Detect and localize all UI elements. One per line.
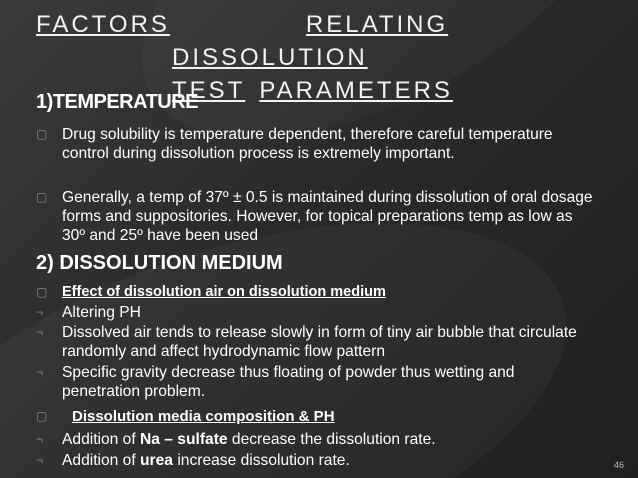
bullet-square-icon: ▢ [36,127,48,141]
bold-term: urea [140,452,173,469]
bullet-temperature-1 [36,125,596,163]
bullet-temperature-2 [36,188,596,245]
bold-term: Na – sulfate [140,431,228,448]
bullet-square-icon: ▢ [36,409,48,423]
title-word-dissolution: DISSOLUTION [172,44,368,71]
bullet-square-icon: ▢ [36,285,48,299]
subheading-dissolved-air [36,283,596,302]
bullet-not-sign-icon: ¬ [36,305,44,319]
subheading-text: Dissolution media composition & PH [72,408,335,425]
bullet-not-sign-icon: ¬ [36,325,44,339]
bullet-text: Drug solubility is temperature dependent, therefore careful temperature control during dissolution process is extremely important. [62,126,553,162]
bullet-not-sign-icon: ¬ [36,365,44,379]
item-text: Addition of urea increase dissolution rate. [62,452,350,469]
title-word-parameters: PARAMETERS [259,77,453,104]
item-text: Specific gravity decrease thus floating of powder thus wetting and penetration problem. [62,364,515,400]
item-urea [36,451,596,470]
heading-dissolution-medium: 2) DISSOLUTION MEDIUM [36,252,283,274]
heading-temperature: 1)TEMPERATURE [36,91,199,113]
bullet-not-sign-icon: ¬ [36,453,44,467]
bullet-text: Generally, a temp of 37º ± 0.5 is maintained during dissolution of oral dosage forms and suppositories. However, for topical preparations temp as low as 30º and 25º have been used [62,189,593,244]
page-number: 46 [613,460,624,470]
item-specific-gravity [36,363,596,401]
bullet-not-sign-icon: ¬ [36,432,44,446]
title-word-relating: RELATING [305,11,449,38]
item-text: Dissolved air tends to release slowly in form of tiny air bubble that circulate randomly and affect hydrodynamic flow pattern [62,324,577,360]
item-altering-ph [36,303,596,322]
item-na-sulfate [36,430,596,449]
title-word-test: TEST [172,77,246,104]
subheading-media-composition [36,407,596,426]
item-text: Addition of Na – sulfate decrease the dissolution rate. [62,431,436,448]
bullet-square-icon: ▢ [36,190,48,204]
subheading-text: Effect of dissolution air on dissolution medium [62,284,386,300]
item-text: Altering PH [62,304,141,321]
title-word-factors: FACTORS [36,11,170,38]
item-dissolved-air [36,323,596,361]
